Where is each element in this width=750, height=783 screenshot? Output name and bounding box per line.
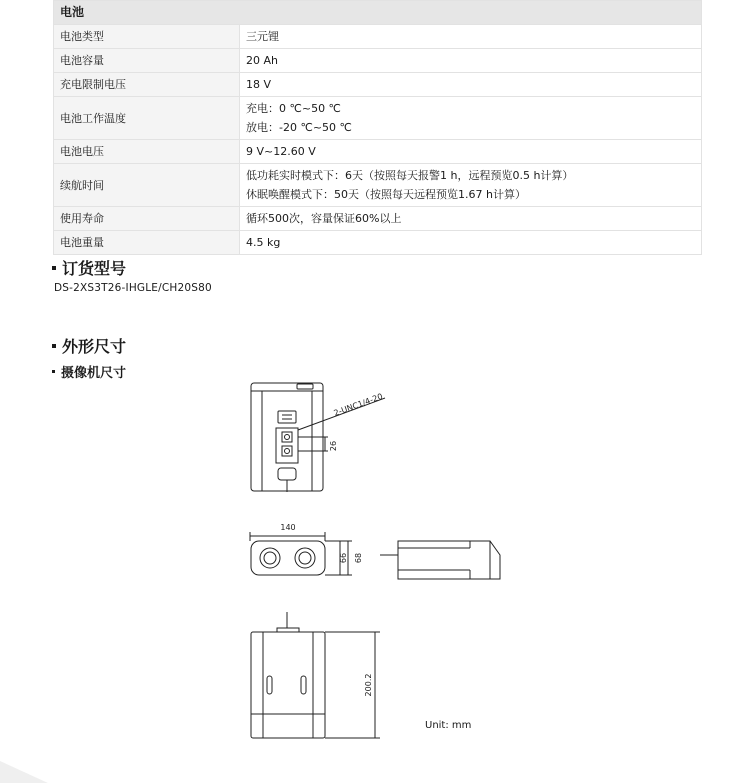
spec-value-line: 充电：0 ℃~50 ℃ [246, 102, 341, 115]
spec-key: 电池类型 [54, 25, 240, 49]
dimensions-title-text: 外形尺寸 [62, 337, 127, 356]
spec-value-line: 三元锂 [246, 30, 279, 43]
camera-dimensions-text: 摄像机尺寸 [61, 366, 127, 381]
spec-key: 电池工作温度 [54, 97, 240, 140]
dim-200-label: 200.2 [364, 673, 373, 697]
thread-label: 2-UNC1/4-20 [332, 391, 384, 418]
spec-key: 充电限制电压 [54, 73, 240, 97]
back-view-drawing [251, 612, 380, 738]
spec-value-line: 放电：-20 ℃~50 ℃ [246, 121, 352, 134]
spec-key: 续航时间 [54, 164, 240, 207]
dim-26-label: 26 [329, 440, 338, 452]
decorative-corner [0, 761, 48, 783]
side-view-drawing [380, 541, 500, 579]
spec-key: 电池电压 [54, 140, 240, 164]
spec-value-line: 9 V~12.60 V [246, 145, 316, 158]
dim-66-label: 66 [339, 552, 348, 564]
order-title-text: 订货型号 [62, 259, 127, 278]
spec-value-line: 循环500次，容量保证60%以上 [246, 212, 402, 225]
spec-key: 电池容量 [54, 49, 240, 73]
battery-heading: 电池 [54, 1, 702, 25]
spec-value-line: 20 Ah [246, 54, 278, 67]
spec-value-line: 18 V [246, 78, 272, 91]
order-model-number: DS-2XS3T26-IHGLE/CH20S80 [54, 282, 212, 294]
spec-value-line: 休眠唤醒模式下：50天（按照每天远程预览1.67 h计算） [246, 188, 526, 201]
spec-value-line: 低功耗实时模式下：6天（按照每天报警1 h，远程预览0.5 h计算） [246, 169, 574, 182]
spec-key: 使用寿命 [54, 207, 240, 231]
dim-140-label: 140 [280, 523, 296, 532]
spec-key: 电池重量 [54, 231, 240, 255]
spec-value-line: 4.5 kg [246, 236, 281, 249]
top-view-drawing [250, 532, 352, 575]
dim-68-label: 68 [354, 552, 363, 564]
unit-label: Unit: mm [425, 720, 472, 731]
